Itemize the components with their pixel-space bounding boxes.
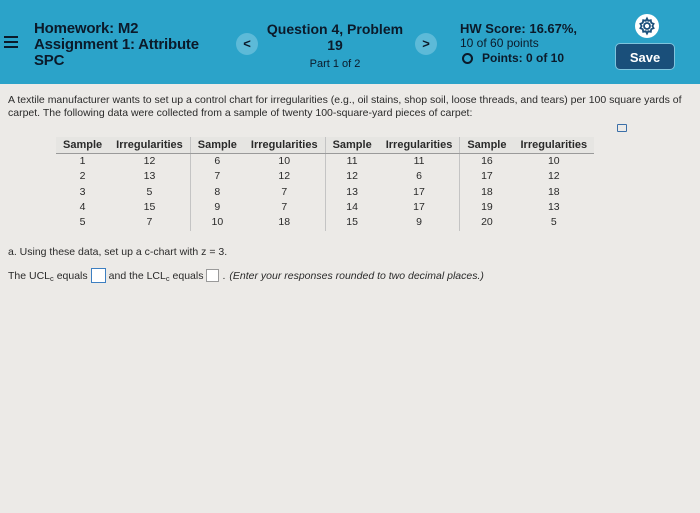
- column-header: Sample: [325, 137, 379, 154]
- column-header: Irregularities: [513, 137, 594, 154]
- table-cell: 13: [325, 184, 379, 199]
- question-points: [460, 51, 577, 66]
- table-cell: 12: [278, 170, 291, 183]
- column-header: Sample: [190, 137, 244, 154]
- table-cell: 10: [278, 155, 291, 167]
- table-cell: 5: [146, 185, 153, 198]
- problem-statement: A textile manufacturer wants to set up a control chart for irregularities (e.g., oil stains, shop soil, loose threads, and tears) per 100 square yards of carpet. The following data were collected from a sample of twenty 100-square-yard pieces of carpet:: [8, 94, 682, 119]
- top-header-bar: [0, 0, 700, 84]
- table-cell: 16: [460, 154, 514, 170]
- table-cell: 9: [190, 200, 244, 215]
- table-row: [56, 169, 594, 184]
- column-header: Irregularities: [244, 137, 325, 154]
- score-block: [460, 21, 577, 66]
- settings-gear-icon[interactable]: [635, 14, 659, 38]
- table-cell: 5: [79, 216, 86, 229]
- table-cell: 14: [325, 200, 379, 215]
- next-question-button[interactable]: [415, 33, 437, 55]
- lcl-answer-input[interactable]: [206, 269, 219, 282]
- question-title-line1: Question 4, Problem: [266, 21, 404, 37]
- ucl-answer-input[interactable]: [91, 268, 106, 283]
- table-cell: 19: [460, 200, 514, 215]
- data-table: [56, 137, 594, 231]
- table-cell: 10: [547, 155, 560, 167]
- menu-icon[interactable]: [4, 36, 18, 50]
- table-cell: 5: [550, 216, 557, 229]
- column-header: Irregularities: [379, 137, 460, 154]
- table-cell: 17: [460, 169, 514, 184]
- table-cell: 12: [143, 155, 156, 167]
- table-cell: 4: [79, 200, 86, 213]
- table-cell: 3: [79, 185, 86, 198]
- table-cell: 17: [413, 200, 425, 213]
- table-cell: 13: [143, 170, 156, 183]
- table-cell: 20: [460, 215, 514, 230]
- ucl-subscript: c: [50, 274, 54, 283]
- homework-title-line1: Homework: M2: [34, 20, 139, 37]
- table-cell: 11: [413, 155, 425, 167]
- table-cell: 2: [79, 170, 86, 183]
- previous-question-button[interactable]: [236, 33, 258, 55]
- table-cell: 13: [547, 200, 560, 213]
- question-title-line2: 19: [327, 37, 343, 53]
- table-cell: 11: [325, 154, 379, 170]
- table-row: [56, 215, 594, 230]
- table-cell: 1: [79, 155, 86, 167]
- table-cell: 8: [190, 184, 244, 199]
- chevron-right-icon: >: [422, 36, 430, 51]
- table-cell: 18: [278, 216, 291, 229]
- table-cell: 6: [416, 170, 422, 183]
- column-header: Sample: [56, 137, 109, 154]
- table-cell: 6: [190, 154, 244, 170]
- answer-line: The UCL c equals and the LCL c equals . (Enter your responses rounded to two decimal places.): [8, 269, 484, 283]
- table-cell: 7: [146, 216, 153, 229]
- question-indicator: [262, 21, 408, 70]
- table-cell: 7: [190, 169, 244, 184]
- question-part: Part 1 of 2: [309, 58, 361, 70]
- lcl-subscript: c: [165, 274, 170, 283]
- ucl-label: The UCL: [8, 269, 51, 282]
- table-cell: 18: [547, 185, 560, 198]
- table-cell: 17: [413, 185, 425, 198]
- table-cell: 18: [460, 184, 514, 199]
- question-content: [0, 84, 700, 513]
- points-total: 10 of 60 points: [460, 36, 539, 50]
- table-cell: 10: [190, 215, 244, 230]
- homework-title-line3: SPC: [34, 52, 65, 69]
- column-header: Sample: [460, 137, 514, 154]
- table-row: [56, 184, 594, 199]
- table-cell: 12: [547, 170, 560, 183]
- table-cell: 15: [325, 215, 379, 230]
- table-cell: 12: [325, 169, 379, 184]
- hw-score: HW Score: 16.67%,: [460, 21, 578, 36]
- question-points-label: Points: 0 of 10: [482, 51, 565, 65]
- lcl-label: and the LCL: [108, 269, 166, 282]
- lcl-equals: equals: [172, 269, 204, 282]
- copy-data-icon[interactable]: [617, 124, 627, 132]
- status-circle-icon: [462, 53, 473, 64]
- table-cell: 7: [281, 200, 288, 213]
- table-cell: 15: [143, 200, 156, 213]
- homework-title: [34, 21, 199, 69]
- question-part-a: a. Using these data, set up a c-chart with z = 3.: [8, 246, 228, 258]
- homework-title-line2: Assignment 1: Attribute: [34, 36, 199, 53]
- table-cell: 7: [281, 185, 288, 198]
- rounding-hint: (Enter your responses rounded to two decimal places.): [229, 269, 484, 282]
- table-header-row: [56, 137, 594, 154]
- table-row: [56, 200, 594, 215]
- table-cell: 9: [416, 216, 422, 229]
- ucl-equals: equals: [56, 269, 88, 282]
- column-header: Irregularities: [109, 137, 190, 154]
- save-button[interactable]: Save: [615, 43, 675, 70]
- table-row: [56, 154, 594, 170]
- chevron-left-icon: <: [243, 36, 251, 51]
